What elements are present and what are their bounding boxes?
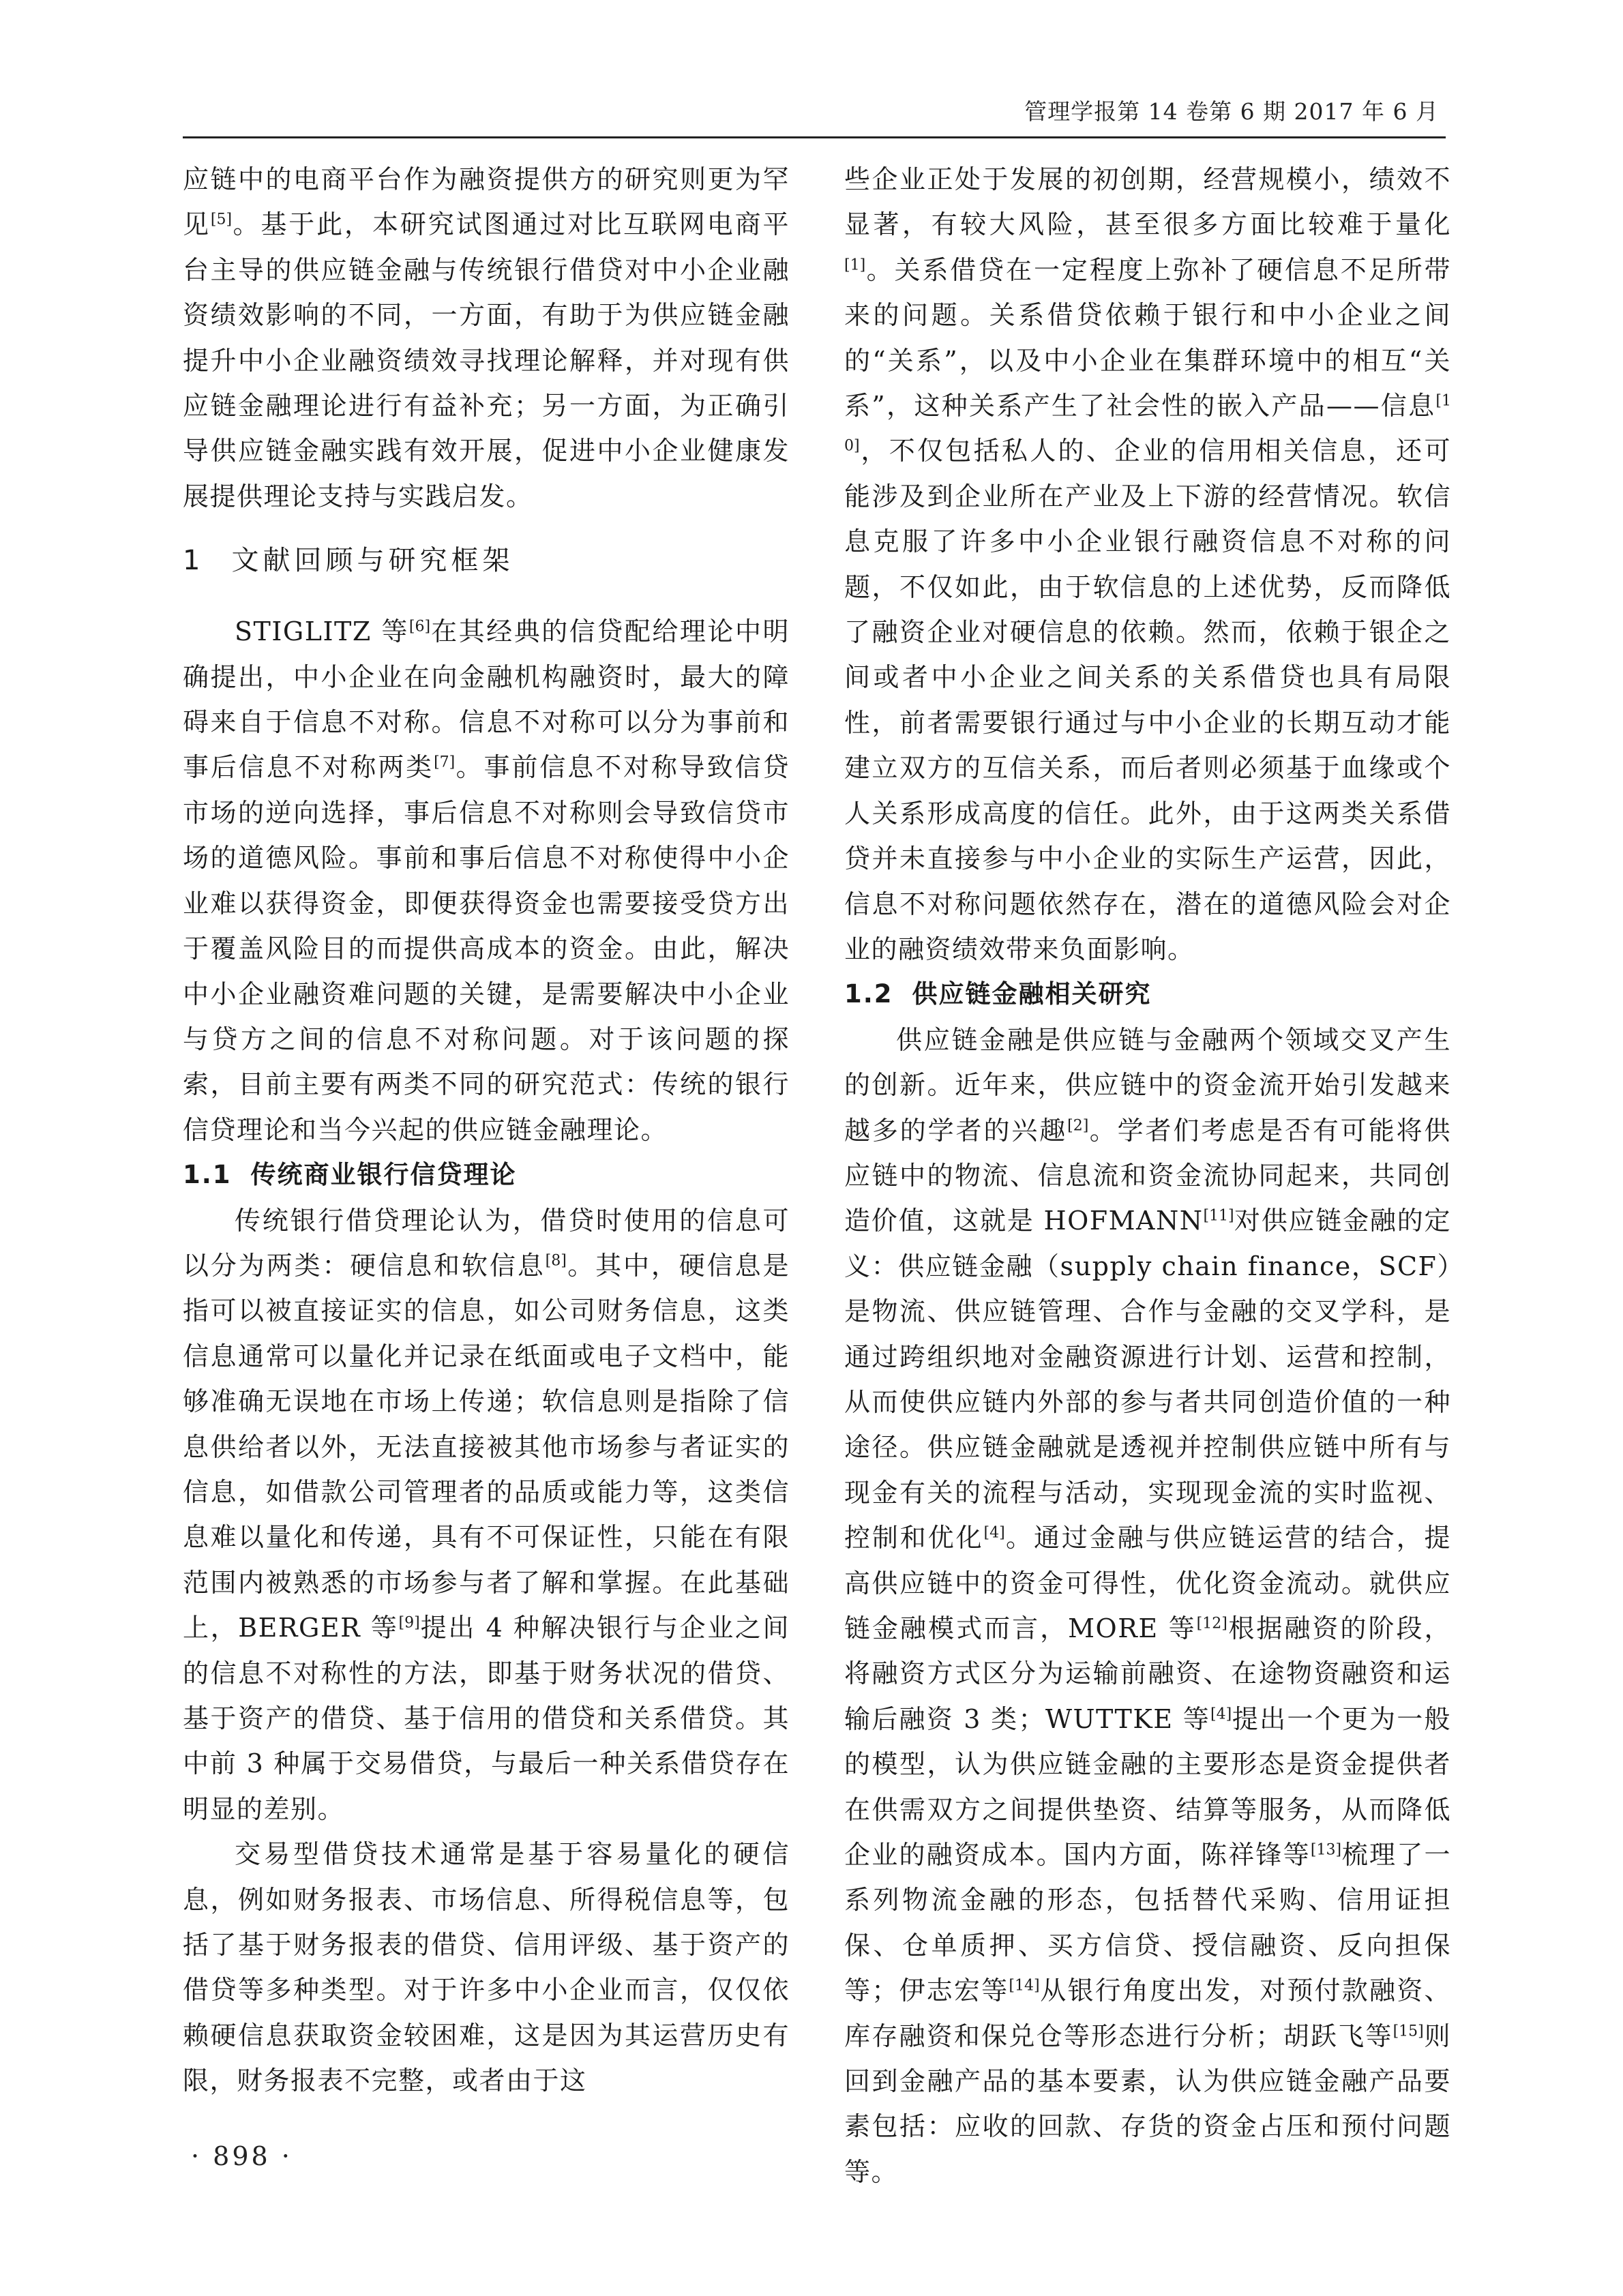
citation-ref: [13] (1310, 1841, 1342, 1859)
citation-ref: [4] (983, 1524, 1005, 1542)
citation-ref: [10] (844, 392, 1451, 455)
citation-ref: [8] (545, 1252, 567, 1270)
subsection-title: 供应链金融相关研究 (912, 979, 1152, 1009)
section-number: 1 (183, 545, 205, 577)
citation-ref: [11] (1203, 1207, 1234, 1225)
paragraph-relationship-lending: 些企业正处于发展的初创期，经营规模小，绩效不显著，有较大风险，甚至很多方面比较难于量化[1]。关系借贷在一定程度上弥补了硬信息不足所带来的问题。关系借贷依赖于银行和中小企业之间的“关系”，以及中小企业在集群环境中的相互“关系”，这种关系产生了社会性的嵌入产品——信息[10]，不仅包括私人的、企业的信用相关信息，还可能涉及到企业所在产业及上下游的经营情况。软信息克服了许多中小企业银行融资信息不对称的问题，不仅如此，由于软信息的上述优势，反而降低了融资企业对硬信息的依赖。然而，依赖于银企之间或者中小企业之间关系的关系借贷也具有局限性，前者需要银行通过与中小企业的长期互动才能建立双方的互信关系，而后者则必须基于血缘或个人关系形成高度的信任。此外，由于这两类关系借贷并未直接参与中小企业的实际生产运营，因此，信息不对称问题依然存在，潜在的道德风险会对企业的融资绩效带来负面影响。 (844, 164, 1451, 964)
citation-ref: [14] (1009, 1977, 1040, 1995)
journal-citation: 管理学报第 14 卷第 6 期 2017 年 6 月 (1024, 98, 1439, 125)
citation-ref: [1] (844, 256, 866, 274)
citation-ref: [15] (1393, 2023, 1424, 2040)
citation-ref: [6] (408, 618, 431, 636)
citation-ref: [7] (434, 754, 456, 771)
citation-ref: [2] (1067, 1116, 1089, 1134)
left-column (183, 157, 790, 2104)
running-header (183, 82, 1446, 138)
section-title: 文献回顾与研究框架 (231, 545, 514, 577)
paragraph-stiglitz: STIGLITZ 等[6]在其经典的信贷配给理论中明确提出，中小企业在向金融机构融资时，最大的障碍来自于信息不对称。信息不对称可以分为事前和事后信息不对称两类[7]。事前信息不对称导致信贷市场的逆向选择，事后信息不对称则会导致信贷市场的道德风险。事前和事后信息不对称使得中小企业难以获得资金，即便获得资金也需要接受贷方出于覆盖风险目的而提供高成本的资金。由此，解决中小企业融资难问题的关键，是需要解决中小企业与贷方之间的信息不对称问题。对于该问题的探索，目前主要有两类不同的研究范式：传统的银行信贷理论和当今兴起的供应链金融理论。 (183, 616, 790, 1145)
subsection-number: 1.1 (183, 1160, 232, 1190)
citation-ref: [5] (210, 211, 233, 228)
citation-ref: [12] (1196, 1615, 1227, 1632)
paragraph-bank-lending: 传统银行借贷理论认为，借贷时使用的信息可以分为两类：硬信息和软信息[8]。其中，硬信息是指可以被直接证实的信息，如公司财务信息，这类信息通常可以量化并记录在纸面或电子文档中，能够准确无误地在市场上传递；软信息则是指除了信息供给者以外，无法直接被其他市场参与者证实的信息，如借款公司管理者的品质或能力等，这类信息难以量化和传递，具有不可保证性，只能在有限范围内被熟悉的市场参与者了解和掌握。在此基础上，BERGER 等[9]提出 4 种解决银行与企业之间的信息不对称性的方法，即基于财务状况的借贷、基于资产的借贷、基于信用的借贷和关系借贷。其中前 3 种属于交易借贷，与最后一种关系借贷存在明显的差别。 (183, 1205, 790, 1824)
subsection-number: 1.2 (844, 979, 893, 1009)
subsection-heading-1-2 (844, 972, 1451, 1017)
citation-ref: [9] (398, 1614, 420, 1632)
right-column (844, 157, 1451, 2194)
page-number: · 898 · (191, 2141, 293, 2171)
section-heading-1 (183, 538, 790, 583)
subsection-title: 传统商业银行信贷理论 (250, 1160, 517, 1190)
subsection-heading-1-1 (183, 1152, 790, 1197)
paragraph-transaction-lending: 交易型借贷技术通常是基于容易量化的硬信息，例如财务报表、市场信息、所得税信息等，包括了基于财务报表的借贷、信用评级、基于资产的借贷等多种类型。对于许多中小企业而言，仅仅依赖硬信息获取资金较困难，这是因为其运营历史有限，财务报表不完整，或者由于这 (183, 1839, 790, 2096)
paragraph-supply-chain-finance: 供应链金融是供应链与金融两个领域交叉产生的创新。近年来，供应链中的资金流开始引发越来越多的学者的兴趣[2]。学者们考虑是否有可能将供应链中的物流、信息流和资金流协同起来，共同创造价值，这就是 HOFMANN[11]对供应链金融的定义：供应链金融（supply chain finance，SCF）是物流、供应链管理、合作与金融的交叉学科，是通过跨组织地对金融资源进行计划、运营和控制，从而使供应链内外部的参与者共同创造价值的一种途径。供应链金融就是透视并控制供应链中所有与现金有关的流程与活动，实现现金流的实时监视、控制和优化[4]。通过金融与供应链运营的结合，提高供应链中的资金可得性，优化资金流动。就供应链金融模式而言，MORE 等[12]根据融资的阶段，将融资方式区分为运输前融资、在途物资融资和运输后融资 3 类；WUTTKE 等[4]提出一个更为一般的模型，认为供应链金融的主要形态是资金提供者在供需双方之间提供垫资、结算等服务，从而降低企业的融资成本。国内方面，陈祥锋等[13]梳理了一系列物流金融的形态，包括替代采购、信用证担保、仓单质押、买方信贷、授信融资、反向担保等；伊志宏等[14]从银行角度出发，对预付款融资、库存融资和保兑仓等形态进行分析；胡跃飞等[15]则回到金融产品的基本要素，认为供应链金融产品要素包括：应收的回款、存货的资金占压和预付问题等。 (844, 1024, 1451, 2187)
citation-ref: [4] (1210, 1705, 1232, 1723)
paragraph-intro: 应链中的电商平台作为融资提供方的研究则更为罕见[5]。基于此，本研究试图通过对比互联网电商平台主导的供应链金融与传统银行借贷对中小企业融资绩效影响的不同，一方面，有助于为供应链金融提升中小企业融资绩效寻找理论解释，并对现有供应链金融理论进行有益补充；另一方面，为正确引导供应链金融实践有效开展，促进中小企业健康发展提供理论支持与实践启发。 (183, 164, 790, 511)
